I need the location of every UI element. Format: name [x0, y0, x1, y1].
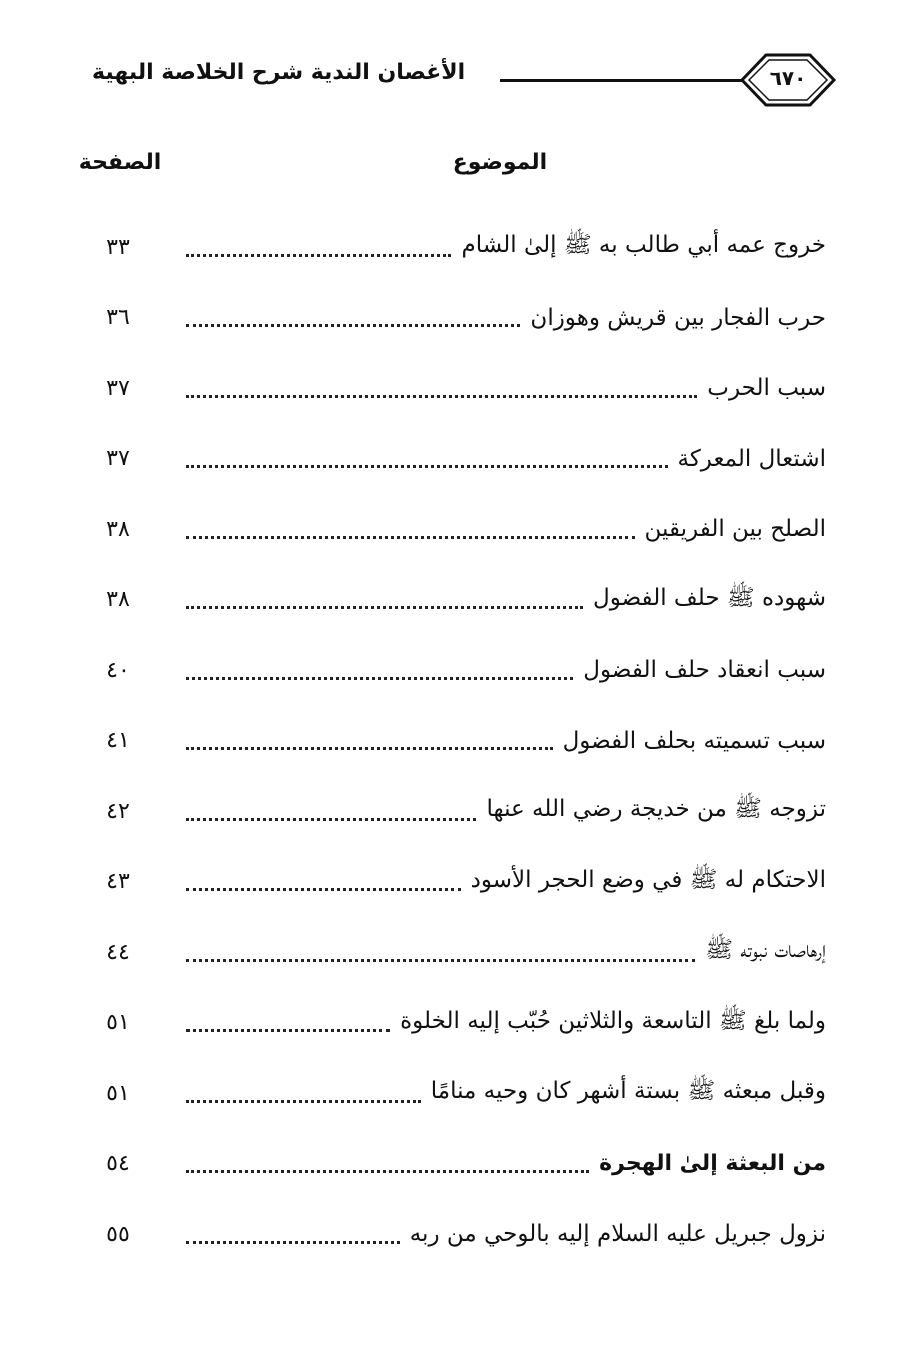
toc-entry	[80, 847, 826, 918]
toc-entry	[80, 283, 826, 354]
leader-dots	[186, 465, 668, 468]
toc-entry-page: ٤٤	[106, 939, 130, 965]
toc-entry-title: خروج عمه أبي طالب به ﷺ إلىٰ الشام	[461, 232, 826, 259]
leader-dots	[186, 888, 461, 891]
leader-dots	[186, 324, 520, 327]
toc-entry-page: ٥١	[106, 1080, 130, 1106]
toc-section-entry	[80, 1129, 826, 1200]
toc-entry	[80, 494, 826, 565]
leader-dots	[186, 1170, 589, 1173]
toc-entry-page: ٤٣	[106, 869, 130, 895]
toc-entry	[80, 565, 826, 636]
header-rule	[500, 79, 742, 82]
toc-entry-title: الصلح بين الفريقين	[644, 516, 826, 543]
topic-column-heading: الموضوع	[452, 150, 548, 175]
toc-entry	[80, 353, 826, 424]
toc-entry	[80, 1058, 826, 1129]
leader-dots	[186, 1029, 390, 1032]
toc-entry	[80, 635, 826, 706]
toc-entry-title: سبب تسميته بحلف الفضول	[562, 727, 826, 754]
leader-dots	[186, 1241, 400, 1244]
page-header	[80, 52, 840, 112]
toc-entry-page: ٣٧	[106, 375, 130, 401]
toc-entry-page: ٣٦	[106, 305, 130, 331]
leader-dots	[186, 536, 635, 539]
toc-entry-page: ٥١	[106, 1010, 130, 1036]
toc-entry-title: تزوجه ﷺ من خديجة رضي الله عنها	[486, 796, 826, 823]
leader-dots	[186, 818, 476, 821]
toc-entry-page: ٤١	[106, 728, 130, 754]
page-column-heading: الصفحة	[78, 150, 162, 175]
toc-entry	[80, 917, 826, 988]
toc-entry-title: اشتعال المعركة	[677, 445, 826, 472]
toc-entry-title: حرب الفجار بين قريش وهوزان	[530, 304, 826, 331]
toc-entry-title: سبب انعقاد حلف الفضول	[583, 657, 826, 684]
toc-entry-title: إرهاصات نبوته ﷺ	[705, 937, 826, 964]
leader-dots	[186, 395, 697, 398]
page-number-badge	[740, 52, 836, 108]
toc-entry	[80, 424, 826, 495]
leader-dots	[186, 606, 583, 609]
toc-entry-page: ٤٠	[106, 657, 130, 683]
leader-dots	[186, 747, 553, 750]
toc-entry-title: الاحتكام له ﷺ في وضع الحجر الأسود	[470, 866, 826, 893]
toc-section-title: من البعثة إلىٰ الهجرة	[599, 1151, 826, 1177]
toc-entry-title: نزول جبريل عليه السلام إليه بالوحي من ربه	[409, 1221, 826, 1248]
toc-entry-page: ٥٤	[106, 1151, 130, 1177]
page-number: ٦٧٠	[769, 66, 807, 90]
toc-entry	[80, 1199, 826, 1270]
toc-entry-page: ٣٧	[106, 446, 130, 472]
leader-dots	[186, 677, 573, 680]
leader-dots	[186, 959, 695, 962]
toc-entry	[80, 776, 826, 847]
toc-entry-title: سبب الحرب	[707, 375, 826, 402]
table-of-contents	[80, 212, 826, 1270]
toc-entry-page: ٥٥	[106, 1221, 130, 1247]
toc-entry	[80, 988, 826, 1059]
toc-entry-page: ٣٣	[106, 234, 130, 260]
toc-entry-title: وقبل مبعثه ﷺ بستة أشهر كان وحيه منامًا	[430, 1078, 826, 1105]
toc-entry-page: ٣٨	[106, 587, 130, 613]
toc-entry-page: ٤٢	[106, 798, 130, 824]
leader-dots	[186, 254, 451, 257]
toc-entry	[80, 212, 826, 283]
toc-entry-title: ولما بلغ ﷺ التاسعة والثلاثين حُبّب إليه الخلوة	[400, 1007, 826, 1034]
toc-entry-page: ٣٨	[106, 516, 130, 542]
toc-entry-title: شهوده ﷺ حلف الفضول	[593, 584, 826, 611]
toc-entry	[80, 706, 826, 777]
leader-dots	[186, 1100, 421, 1103]
book-title: الأغصان الندية شرح الخلاصة البهية	[92, 60, 466, 85]
